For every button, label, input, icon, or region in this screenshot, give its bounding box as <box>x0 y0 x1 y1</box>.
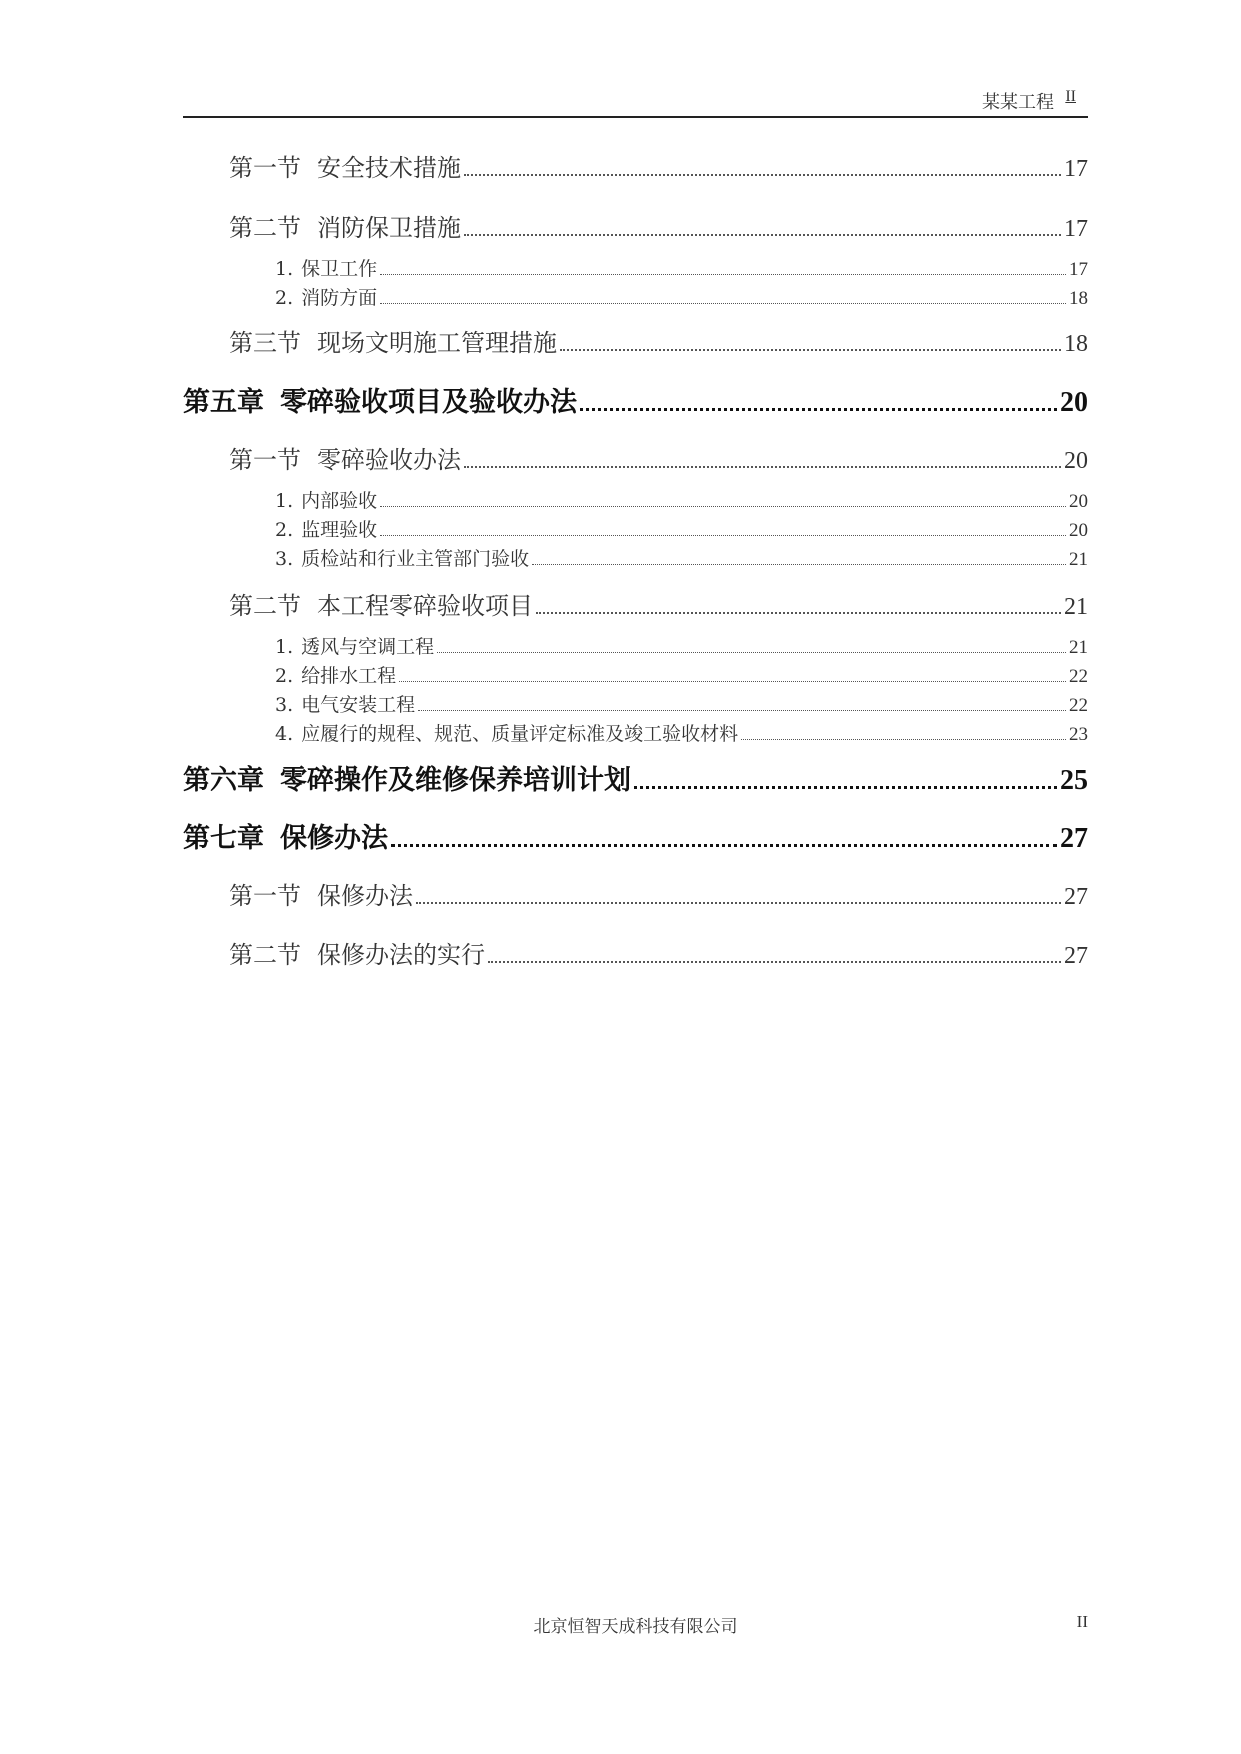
toc-entry-prefix: 1. <box>275 258 294 280</box>
toc-entry-title: 现场文明施工管理措施 <box>317 329 557 357</box>
toc-entry-label <box>275 515 377 542</box>
toc-entry-page-number: 22 <box>1069 695 1088 716</box>
page-footer <box>183 1612 1088 1640</box>
toc-entry-page-number: 27 <box>1060 823 1088 854</box>
toc-entry-page-number: 18 <box>1064 331 1088 357</box>
toc-entry-section[interactable] <box>229 208 1088 243</box>
toc-entry-prefix: 1. <box>275 636 294 658</box>
toc-entry-prefix: 3. <box>275 694 294 716</box>
toc-entry-title: 保修办法 <box>280 823 388 854</box>
header-page-number: II <box>1065 88 1076 105</box>
toc-entry-title: 内部验收 <box>301 490 378 512</box>
toc-entry-chapter[interactable] <box>183 380 1088 419</box>
toc-dot-leader <box>380 263 1066 275</box>
toc-entry-prefix: 第二节 <box>229 214 301 242</box>
toc-entry-page-number: 17 <box>1064 156 1088 182</box>
toc-entry-section[interactable] <box>229 876 1088 911</box>
toc-entry-chapter[interactable] <box>183 758 1088 797</box>
toc-entry-prefix: 第五章 <box>183 387 264 418</box>
toc-entry-prefix: 2. <box>275 287 294 309</box>
toc-entry-item[interactable] <box>275 254 1088 281</box>
toc-entry-label <box>229 440 461 475</box>
toc-entry-section[interactable] <box>229 148 1088 183</box>
toc-dot-leader <box>560 335 1061 351</box>
toc-entry-prefix: 1. <box>275 490 294 512</box>
toc-entry-title: 保修办法 <box>317 882 413 910</box>
toc-entry-page-number: 20 <box>1069 520 1088 541</box>
toc-dot-leader <box>580 392 1057 411</box>
toc-entry-label <box>229 935 485 970</box>
toc-entry-page-number: 21 <box>1064 594 1088 620</box>
toc-entry-label <box>183 816 388 855</box>
toc-entry-page-number: 23 <box>1069 724 1088 745</box>
toc-entry-chapter[interactable] <box>183 816 1088 855</box>
toc-entry-label <box>275 719 738 746</box>
toc-dot-leader <box>391 828 1057 847</box>
toc-entry-item[interactable] <box>275 719 1088 746</box>
toc-entry-prefix: 第一节 <box>229 882 301 910</box>
toc-entry-title: 本工程零碎验收项目 <box>317 592 533 620</box>
toc-dot-leader <box>532 553 1066 565</box>
toc-entry-page-number: 27 <box>1064 943 1088 969</box>
toc-entry-page-number: 18 <box>1069 288 1088 309</box>
toc-entry-title: 透风与空调工程 <box>301 636 435 658</box>
toc-entry-title: 零碎验收办法 <box>317 446 461 474</box>
toc-entry-title: 质检站和行业主管部门验收 <box>301 548 530 570</box>
toc-entry-section[interactable] <box>229 586 1088 621</box>
toc-entry-page-number: 17 <box>1069 259 1088 280</box>
toc-entry-prefix: 第一节 <box>229 154 301 182</box>
toc-entry-label <box>229 208 461 243</box>
toc-entry-section[interactable] <box>229 323 1088 358</box>
toc-entry-title: 应履行的规程、规范、质量评定标准及竣工验收材料 <box>301 723 739 745</box>
toc-entry-prefix: 第六章 <box>183 765 264 796</box>
toc-entry-prefix: 第二节 <box>229 592 301 620</box>
toc-entry-title: 零碎验收项目及验收办法 <box>280 387 577 418</box>
toc-entry-page-number: 20 <box>1064 448 1088 474</box>
toc-entry-page-number: 20 <box>1060 387 1088 418</box>
toc-entry-title: 监理验收 <box>301 519 378 541</box>
toc-dot-leader <box>380 495 1066 507</box>
toc-entry-label <box>183 380 577 419</box>
toc-entry-page-number: 21 <box>1069 637 1088 658</box>
toc-entry-label <box>275 486 377 513</box>
toc-entry-item[interactable] <box>275 690 1088 717</box>
toc-entry-label <box>275 632 434 659</box>
toc-entry-label <box>229 876 413 911</box>
toc-entry-title: 零碎操作及维修保养培训计划 <box>280 765 631 796</box>
toc-dot-leader <box>380 292 1066 304</box>
toc-entry-label <box>275 283 377 310</box>
toc-entry-prefix: 2. <box>275 519 294 541</box>
toc-entry-prefix: 第一节 <box>229 446 301 474</box>
toc-entry-label <box>229 586 533 621</box>
toc-entry-page-number: 25 <box>1060 765 1088 796</box>
toc-entry-page-number: 21 <box>1069 549 1088 570</box>
toc-entry-prefix: 第七章 <box>183 823 264 854</box>
toc-entry-item[interactable] <box>275 515 1088 542</box>
toc-entry-page-number: 20 <box>1069 491 1088 512</box>
toc-entry-label <box>183 758 631 797</box>
footer-company: 北京恒智天成科技有限公司 <box>533 1617 738 1637</box>
toc-entry-item[interactable] <box>275 661 1088 688</box>
toc-entry-prefix: 2. <box>275 665 294 687</box>
toc-entry-title: 安全技术措施 <box>317 154 461 182</box>
toc-dot-leader <box>464 220 1061 236</box>
toc-dot-leader <box>536 598 1061 614</box>
toc-dot-leader <box>399 670 1066 682</box>
header-title: 某某工程 <box>982 92 1054 113</box>
toc-entry-prefix: 第二节 <box>229 941 301 969</box>
toc-entry-section[interactable] <box>229 935 1088 970</box>
toc-entry-title: 保修办法的实行 <box>317 941 485 969</box>
toc-entry-title: 消防方面 <box>301 287 378 309</box>
toc-dot-leader <box>437 641 1066 653</box>
toc-entry-label <box>229 323 557 358</box>
toc-entry-label <box>229 148 461 183</box>
toc-entry-label <box>275 661 396 688</box>
toc-entry-label <box>275 690 415 717</box>
toc-entry-prefix: 第三节 <box>229 329 301 357</box>
toc-dot-leader <box>634 770 1057 789</box>
toc-dot-leader <box>418 699 1066 711</box>
toc-dot-leader <box>488 947 1061 963</box>
toc-entry-page-number: 27 <box>1064 884 1088 910</box>
toc-entry-section[interactable] <box>229 440 1088 475</box>
toc-entry-item[interactable] <box>275 486 1088 513</box>
toc-entry-title: 给排水工程 <box>301 665 397 687</box>
toc-dot-leader <box>416 888 1061 904</box>
toc-entry-label <box>275 544 529 571</box>
toc-entry-prefix: 4. <box>275 723 294 745</box>
toc-dot-leader <box>464 452 1061 468</box>
toc-dot-leader <box>464 160 1061 176</box>
toc-entry-page-number: 17 <box>1064 216 1088 242</box>
toc-entry-item[interactable] <box>275 544 1088 571</box>
page-header <box>183 84 1088 118</box>
toc-entry-prefix: 3. <box>275 548 294 570</box>
toc-entry-page-number: 22 <box>1069 666 1088 687</box>
footer-page-number: II <box>1076 1612 1088 1631</box>
toc-entry-title: 保卫工作 <box>301 258 378 280</box>
toc-dot-leader <box>741 728 1066 740</box>
toc-entry-title: 消防保卫措施 <box>317 214 461 242</box>
toc-dot-leader <box>380 524 1066 536</box>
toc-entry-item[interactable] <box>275 632 1088 659</box>
toc-entry-title: 电气安装工程 <box>301 694 416 716</box>
toc-entry-label <box>275 254 377 281</box>
toc-entry-item[interactable] <box>275 283 1088 310</box>
